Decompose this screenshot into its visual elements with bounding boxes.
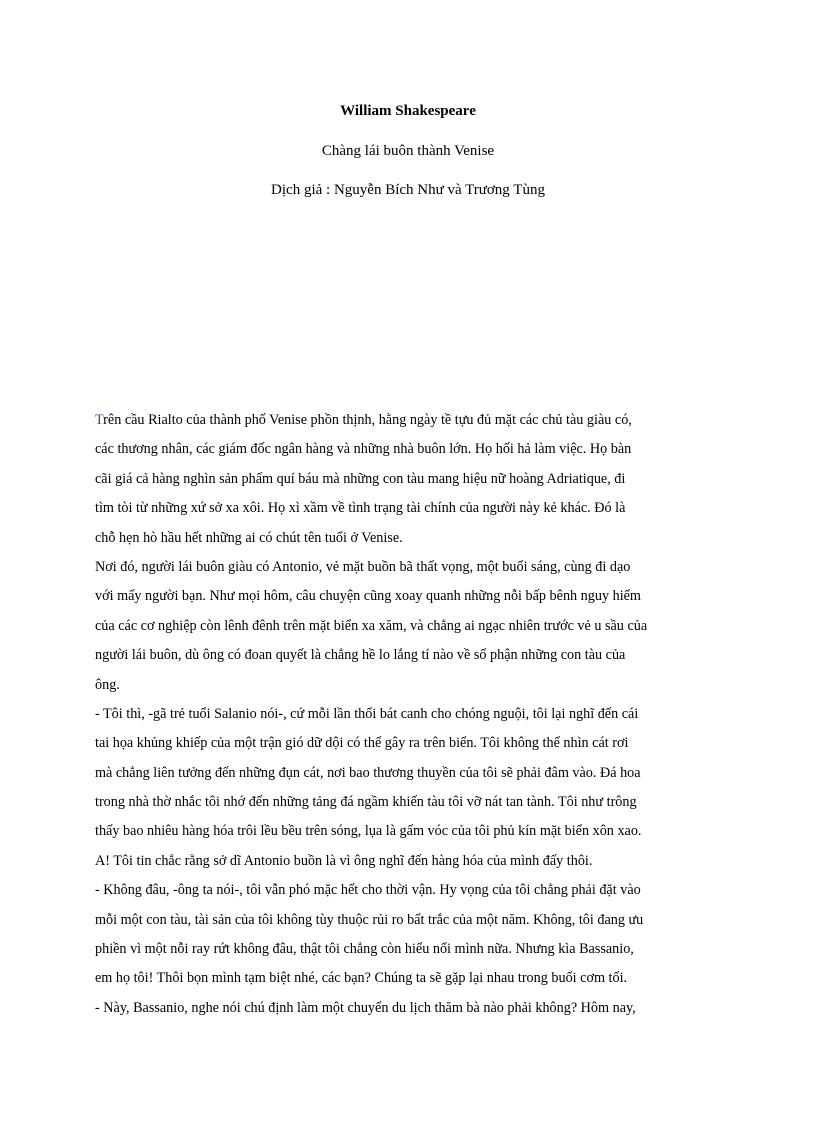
book-title: Chàng lái buôn thành Venise bbox=[321, 143, 495, 159]
text-line: phiền vì một nỗi ray rứt không đâu, thật tôi chẳng còn hiểu nổi mình nữa. Nhưng kìa Bassanio, bbox=[95, 941, 634, 958]
text-line: tai họa khủng khiếp của một trận gió dữ dội có thể gây ra trên biển. Tôi không thể nhìn cát rơi bbox=[95, 735, 629, 752]
text-line: thấy bao nhiêu hàng hóa trôi lều bều trên sóng, lụa là gấm vóc của tôi phủ kín mặt biển xôn xao. bbox=[95, 823, 642, 840]
drop-cap: T bbox=[95, 412, 104, 428]
text-line: A! Tôi tin chắc rằng sở dĩ Antonio buồn là vì ông nghĩ đến hàng hóa của mình đấy thôi. bbox=[95, 852, 593, 869]
text-line: mỗi một con tàu, tài sản của tôi không tùy thuộc rủi ro bất trắc của một năm. Không, tôi đang ưu bbox=[95, 911, 644, 928]
text-line: ông. bbox=[95, 676, 120, 693]
text-line: trong nhà thờ nhắc tôi nhớ đến những tảng đá ngầm khiến tàu tôi vỡ nát tan tành. Tôi như trông bbox=[95, 794, 637, 811]
text-line: của các cơ nghiệp còn lênh đênh trên mặt biển xa xăm, và chẳng ai ngạc nhiên trước vẻ u sầu của bbox=[95, 617, 648, 634]
translator-credit: Dịch giả : Nguyễn Bích Như và Trương Tùng bbox=[271, 182, 545, 198]
text-line: Nơi đó, người lái buôn giàu có Antonio, vẻ mặt buồn bã thất vọng, một buổi sáng, cùng đi dạo bbox=[95, 558, 631, 575]
text-line: các thương nhân, các giám đốc ngân hàng và những nhà buôn lớn. Họ hối hả làm việc. Họ bàn bbox=[95, 441, 632, 458]
text-line: người lái buôn, dù ông có đoan quyết là chẳng hề lo lắng tí nào về số phận những con tàu của bbox=[95, 647, 626, 664]
text-line: cãi giá cả hàng nghìn sản phẩm quí báu mà những con tàu mang hiệu nữ hoàng Adriatique, đi bbox=[95, 470, 626, 487]
text-line: - Tôi thì, -gã trẻ tuổi Salanio nói-, cứ mỗi lần thổi bát canh cho chóng nguội, tôi lại nghĩ đến cái bbox=[95, 705, 639, 722]
text-line bbox=[95, 406, 735, 435]
text-line: em họ tôi! Thôi bọn mình tạm biệt nhé, các bạn? Chúng ta sẽ gặp lại nhau trong buổi cơm tối. bbox=[95, 970, 628, 987]
text-line: tìm tòi từ những xứ sở xa xôi. Họ xì xầm về tình trạng tài chính của người này kẻ khác. Đó là bbox=[95, 500, 626, 517]
text-line: chỗ hẹn hò hầu hết những ai có chút tên tuổi ở Venise. bbox=[95, 529, 403, 546]
author-heading: William Shakespeare bbox=[340, 103, 476, 119]
text-line-content: rên cầu Rialto của thành phố Venise phồn thịnh, hằng ngày tề tựu đủ mặt các chủ tàu giàu có, bbox=[103, 412, 632, 428]
text-line: mà chẳng liên tưởng đến những đụn cát, nơi bao thương thuyền của tôi sẽ phải đâm vào. Đá hoa bbox=[95, 764, 641, 781]
text-line: - Không đâu, -ông ta nói-, tôi vẫn phó mặc hết cho thời vận. Hy vọng của tôi chẳng phải đặt vào bbox=[95, 882, 641, 899]
text-line: - Này, Bassanio, nghe nói chú định làm một chuyến du lịch thăm bà nào phải không? Hôm nay, bbox=[95, 999, 636, 1016]
story-text bbox=[95, 406, 735, 1023]
text-line: với mấy người bạn. Như mọi hôm, câu chuyện cũng xoay quanh những nỗi bấp bênh nguy hiểm bbox=[95, 588, 641, 605]
